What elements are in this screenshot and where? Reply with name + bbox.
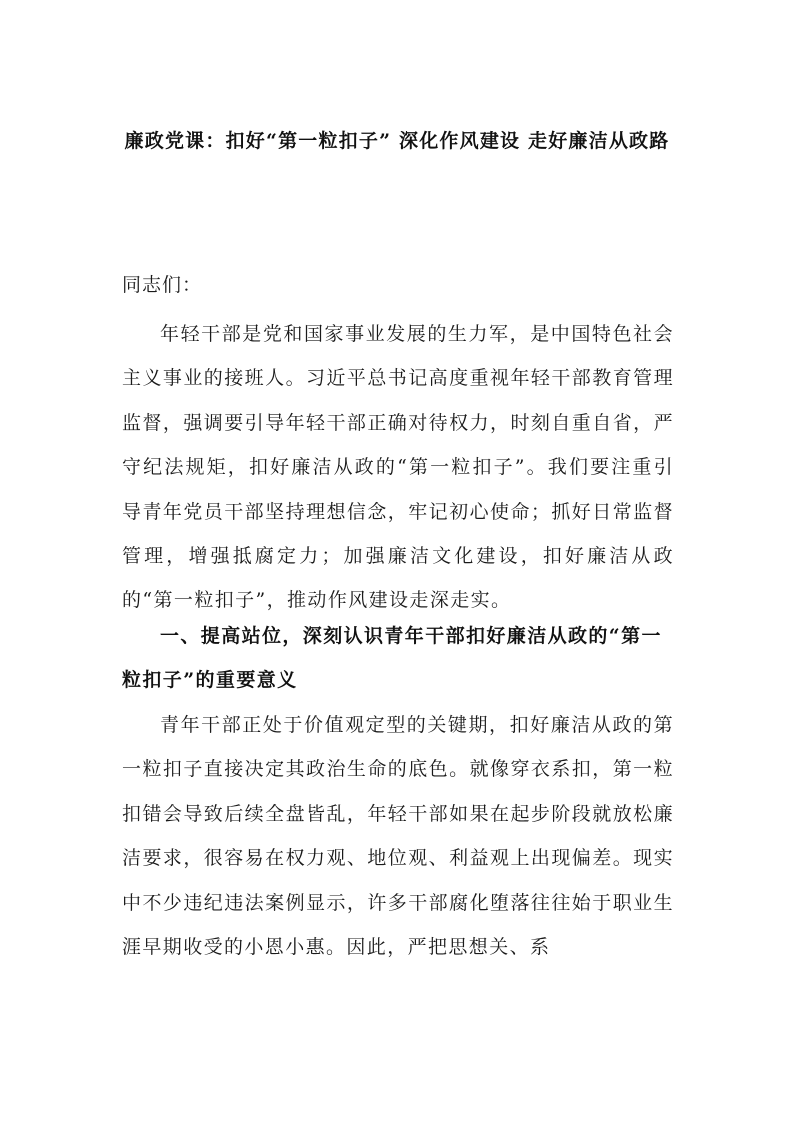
document-title: 廉政党课：扣好“第一粒扣子” 深化作风建设 走好廉洁从政路 [124,130,670,152]
salutation: 同志们： [122,274,203,296]
body-paragraph-1: 年轻干部是党和国家事业发展的生力军，是中国特色社会主义事业的接班人。习近平总书记高度重视年轻干部教育管理监督，强调要引导年轻干部正确对待权力，时刻自重自省，严守纪法规矩，扣好廉洁从政的“第一粒扣子”。我们要注重引导青年党员干部坚持理想信念，牢记初心使命；抓好日常监督管理，增强抵腐定力；加强廉洁文化建设，扣好廉洁从政的“第一粒扣子”，推动作风建设走深走实。 [122,323,674,612]
section-heading-1: 一、提高站位，深刻认识青年干部扣好廉洁从政的“第一粒扣子”的重要意义 [122,625,662,692]
body-paragraph-2: 青年干部正处于价值观定型的关键期，扣好廉洁从政的第一粒扣子直接决定其政治生命的底色。就像穿衣系扣，第一粒扣错会导致后续全盘皆乱，年轻干部如果在起步阶段就放松廉洁要求，很容易在权力观、地位观、利益观上出现偏差。现实中不少违纪违法案例显示，许多干部腐化堕落往往始于职业生涯早期收受的小恩小惠。因此，严把思想关、系 [122,714,674,959]
